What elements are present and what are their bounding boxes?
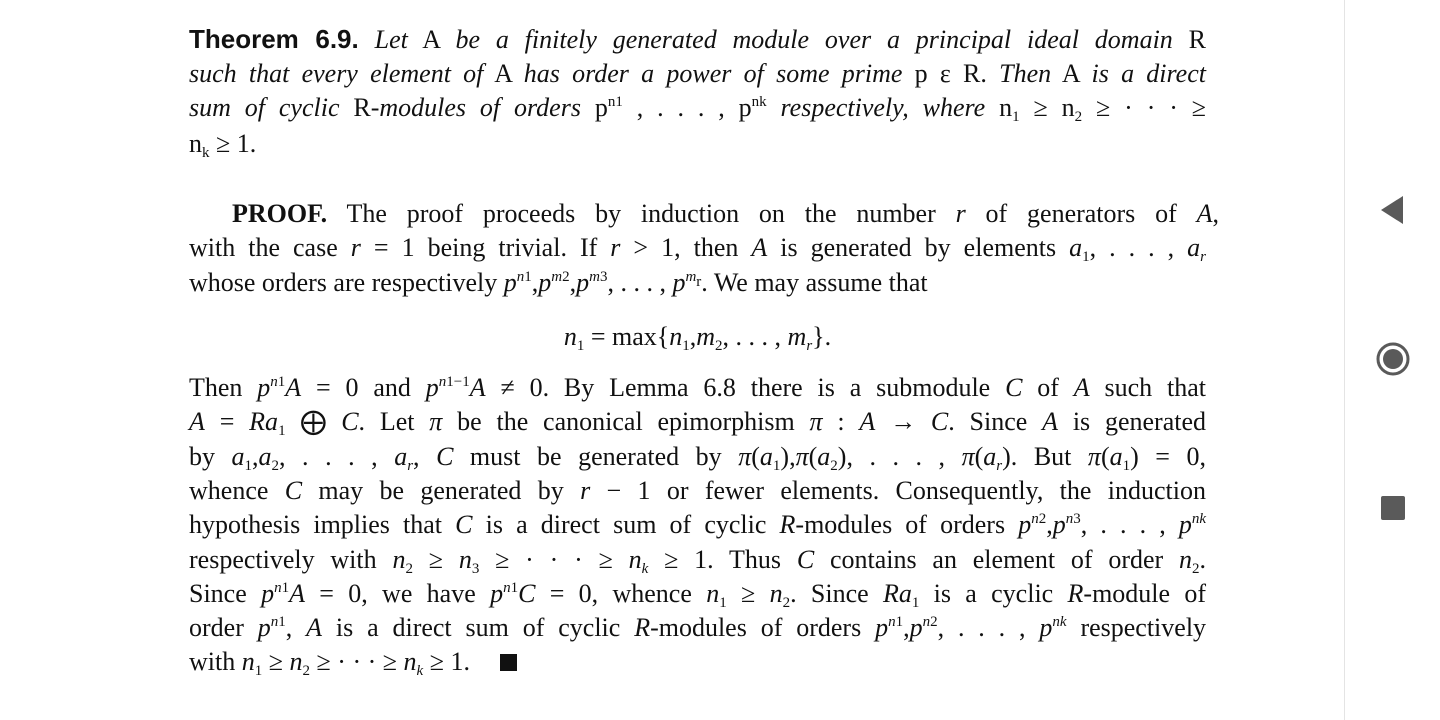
proof-line-7: by $a_1,a_2$, . . . , $a_r$, C must be generated by $\pi(a_1),\pi(a_2)$, . . . , $\pi(a_r)$. But $\pi(a_1) = 0$, bbox=[189, 442, 1207, 474]
proof-line-11: Since $p^{n1}A = 0$, we have $p^{n1}C = 0$, whence $n_1 \ge n_2$. Since $Ra_1$ is a cyclic R-module of bbox=[189, 579, 1207, 611]
proof-line-9: hypothesis implies that C is a direct sum of cyclic R-modules of orders $p^{n2},p^{n3}$, . . . , $p^{nk}$ bbox=[189, 510, 1207, 539]
proof-line-5: Then $p^{n1}A = 0$ and $p^{n1-1}A \ne 0$. By Lemma 6.8 there is a submodule C of A such that bbox=[189, 373, 1206, 402]
theorem-line-3: sum of cyclic R-modules of orders $p^{n1}$ , . . . , $p^{nk}$ respectively, where $n_1 \ge n_2$ ≥ · · · ≥ bbox=[189, 93, 1207, 125]
theorem-line-4: $n_k \ge 1$. bbox=[189, 129, 257, 161]
proof-label: PROOF. bbox=[232, 199, 328, 228]
theorem-line-1: Theorem 6.9. Let A be a finitely generated module over a principal ideal domain R bbox=[189, 24, 1206, 54]
home-circle-icon bbox=[1375, 341, 1411, 377]
theorem-line-2: such that every element of A has order a power of some prime p ε R. Then A is a direct bbox=[189, 59, 1206, 88]
proof-line-2: with the case r = 1 being trivial. If r > 1, then A is generated by elements $a_1$, . . . , $a_r$ bbox=[189, 233, 1206, 265]
proof-line-1: PROOF. The proof proceeds by induction on the number r of generators of A, bbox=[232, 199, 1219, 228]
back-button[interactable] bbox=[1345, 180, 1440, 240]
system-navigation-bar bbox=[1344, 0, 1440, 720]
back-triangle-icon bbox=[1375, 192, 1411, 228]
proof-line-12: order $p^{n1}$, A is a direct sum of cyclic R-modules of orders $p^{n1},p^{n2}$, . . . , $p^{nk}$ respectively bbox=[189, 613, 1207, 642]
proof-display-equation: $n_1 = \max\{n_1,m_2$, . . . , $m_r$}. bbox=[563, 322, 832, 354]
theorem-label: Theorem 6.9. bbox=[189, 24, 359, 54]
qed-square-icon bbox=[500, 654, 517, 671]
proof-line-6: $A = Ra_1$ ⨁ C. Let π be the canonical epimorphism π : A → C. Since A is generated bbox=[189, 407, 1207, 439]
proof-line-3: whose orders are respectively $p^{n1},p^{m2},p^{m3}$, . . . , $p^{m_r}$. We may assume that bbox=[189, 268, 928, 297]
proof-line-8: whence C may be generated by r − 1 or fewer elements. Consequently, the induction bbox=[189, 476, 1206, 505]
recents-button[interactable] bbox=[1345, 478, 1440, 538]
home-button[interactable] bbox=[1345, 329, 1440, 389]
proof-line-10: respectively with $n_2 \ge n_3$ ≥ · · · ≥ $n_k \ge 1$. Thus C contains an element of order $n_2$. bbox=[189, 545, 1206, 577]
recents-square-icon bbox=[1375, 490, 1411, 526]
proof-line-13: with $n_1 \ge n_2$ ≥ · · · ≥ $n_k \ge 1$. bbox=[189, 645, 1206, 679]
